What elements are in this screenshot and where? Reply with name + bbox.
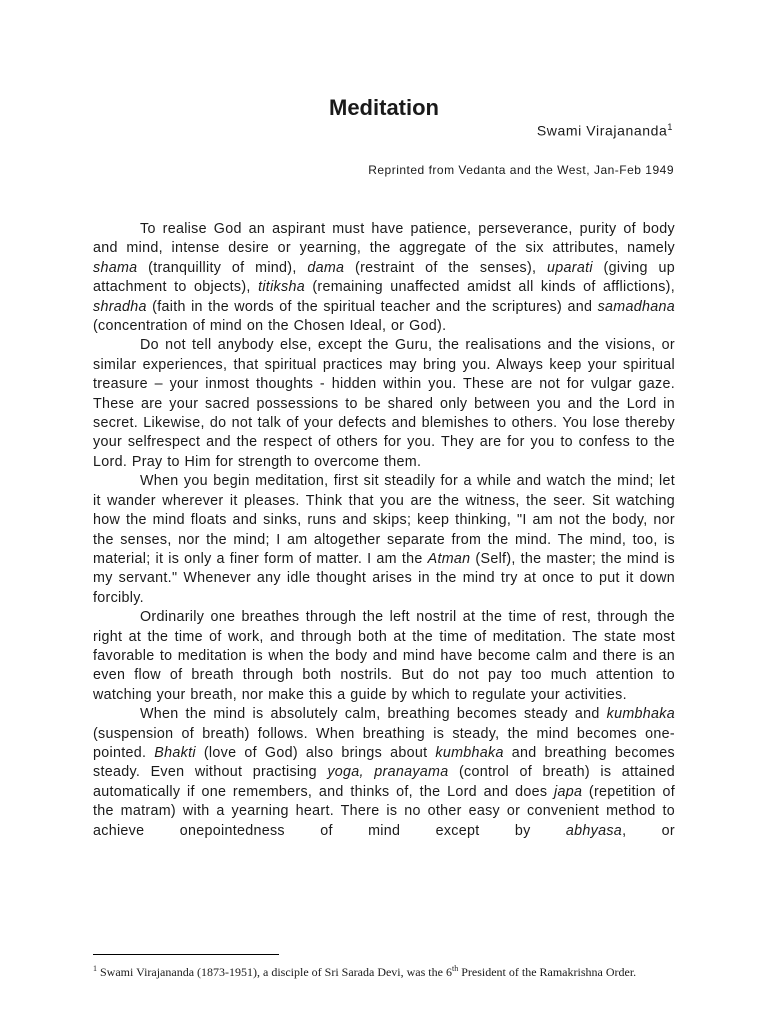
paragraph-3: When you begin meditation, first sit steadily for a while and watch the mind; let it wander wherever it pleases. Think that you are the witness, the seer. Sit watching how the mind floats and sinks, runs and skips; keep thinking, "I am not the body, nor the senses, nor the mind; I am altogether separate from the mind. The mind, too, is material; it is only a finer form of matter. I am the Atman (Self), the master; the mind is my servant." Whenever any idle thought arises in the mind try at once to put it down forcibly. [93,473,675,606]
footnote-marker: 1 [93,964,97,973]
paragraph-2: Do not tell anybody else, except the Guru, the realisations and the visions, or similar experiences, that spiritual practices may bring you. Always keep your spiritual treasure – your inmost thoughts - hidden within you. These are not for vulgar gaze. These are your sacred possessions to be shared only between you and the Lord in secret. Likewise, do not talk of your defects and blemishes to others. You lose thereby your selfrespect and the respect of others for you. They are for you to confess to the Lord. Pray to Him for strength to overcome them. [93,337,675,470]
footnote-ordinal: th [451,964,459,973]
footnote-divider [93,954,279,955]
reprint-note: Reprinted from Vedanta and the West, Jan-Feb 1949 [368,163,674,177]
document-title: Meditation [329,95,439,120]
author-name: Swami Virajananda [536,122,668,139]
paragraph-4: Ordinarily one breathes through the left nostril at the time of rest, through the right at the time of work, and through both at the time of meditation. The state most favorable to meditation is when the body and mind have become calm and there is an even flow of breath through both nostrils. But do not pay too much attention to watching your breath, nor make this a guide by which to regulate your activities. [93,609,675,703]
author-line [537,122,673,139]
footnote: $^1$ Swami Virajananda (1873-1951), a disciple of Sri Sarada Devi, was the 6th President of the Ramakrishna Order. [93,964,637,979]
footnote-ref[interactable]: 1 [667,122,673,132]
paragraph-5: When the mind is absolutely calm, breathing becomes steady and kumbhaka (suspension of breath) follows. When breathing is steady, the mind becomes one-pointed. Bhakti (love of God) also brings about kumbhaka and breathing becomes steady. Even without practising yoga, pranayama (control of breath) is attained automatically if one remembers, and thinks of, the Lord and does japa (repetition of the matram) with a yearning heart. There is no other easy or convenient method to achieve onepointedness of mind except by abhyasa, or [93,706,675,839]
article-body [93,220,675,841]
paragraph-1: To realise God an aspirant must have patience, perseverance, purity of body and mind, intense desire or yearning, the aggregate of the six attributes, namely shama (tranquillity of mind), dama (restraint of the senses), uparati (giving up attachment to objects), titiksha (remaining unaffected amidst all kinds of afflictions), shradha (faith in the words of the spiritual teacher and the scriptures) and samadhana (concentration of mind on the Chosen Ideal, or God). [93,221,675,335]
